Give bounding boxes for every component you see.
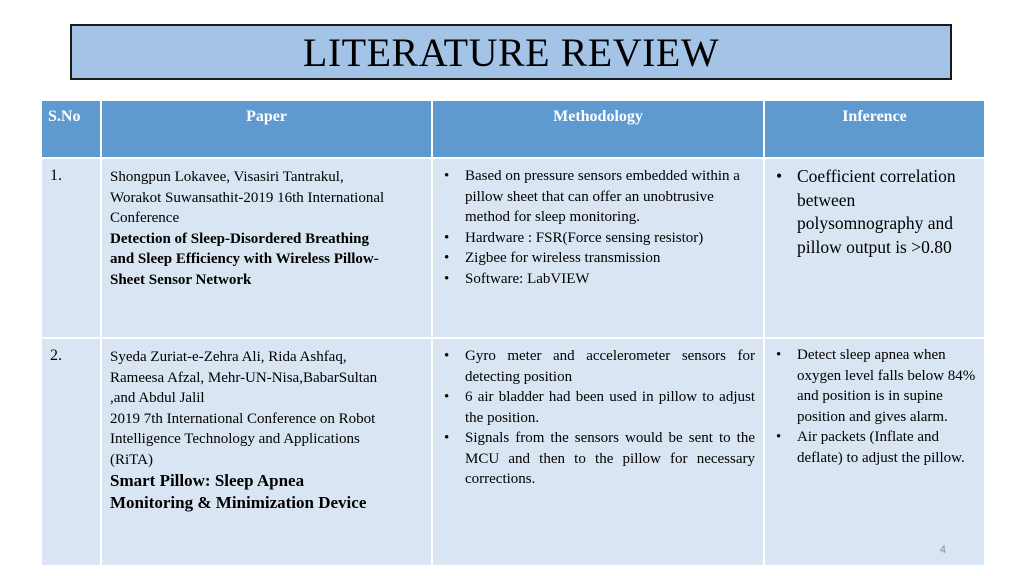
paper-author-line: Shongpun Lokavee, Visasiri Tantrakul, (110, 169, 344, 185)
inference-item: • Coefficient correlation between polysomnography and pillow output is >0.80 (773, 165, 976, 259)
paper-author-line: Worakot Suwansathit-2019 16th International (110, 189, 385, 206)
methodology-item: • Software: LabVIEW (441, 269, 755, 290)
paper-author-line: Rameesa Afzal, Mehr-UN-Nisa,BabarSultan (110, 369, 378, 386)
inference-cell (764, 338, 985, 566)
paper-cell (101, 338, 432, 566)
paper-cell (101, 158, 432, 338)
methodology-list (441, 346, 755, 490)
paper-venue-line: Conference (110, 210, 180, 226)
row-sno: 2. (41, 338, 101, 566)
methodology-cell (432, 158, 764, 338)
methodology-item: • Zigbee for wireless transmission (441, 248, 755, 269)
literature-table (40, 99, 986, 567)
methodology-item: • Based on pressure sensors embedded within a pillow sheet that can offer an unobtrusive method for sleep monitoring. (441, 166, 755, 228)
paper-venue-line: Intelligence Technology and Applications (110, 431, 360, 447)
methodology-list (441, 166, 755, 289)
inference-list (773, 345, 976, 468)
paper-title-line: Detection of Sleep-Disordered Breathing (110, 230, 369, 247)
paper-venue-line: (RiTA) (110, 451, 153, 468)
paper-title-line: Smart Pillow: Sleep Apnea (110, 471, 305, 490)
paper-venue-line: 2019 7th International Conference on Robot (110, 410, 376, 427)
paper-title-line: Monitoring & Minimization Device (110, 493, 367, 512)
inference-item: • Detect sleep apnea when oxygen level falls below 84% and position is in supine position and gives alarm. (773, 345, 976, 427)
methodology-item: • Hardware : FSR(Force sensing resistor) (441, 228, 755, 249)
methodology-item: • 6 air bladder had been used in pillow to adjust the position. (441, 387, 755, 428)
table-header-row (41, 100, 985, 158)
methodology-item: • Signals from the sensors would be sent to the MCU and then to the pillow for necessary corrections. (441, 428, 755, 490)
slide-title: LITERATURE REVIEW (302, 29, 720, 75)
inference-cell (764, 158, 985, 338)
header-inference: Inference (764, 100, 985, 158)
table-row (41, 338, 985, 566)
table-row (41, 158, 985, 338)
paper-author-line: Syeda Zuriat-e-Zehra Ali, Rida Ashfaq, (110, 349, 347, 365)
paper-author-line: ,and Abdul Jalil (110, 390, 205, 406)
methodology-item: • Gyro meter and accelerometer sensors for detecting position (441, 346, 755, 387)
row-sno: 1. (41, 158, 101, 338)
header-sno: S.No (41, 100, 101, 158)
inference-list (773, 165, 976, 259)
paper-title-line: and Sleep Efficiency with Wireless Pillow- (110, 251, 379, 267)
paper-title-line: Sheet Sensor Network (110, 271, 252, 288)
slide-title-banner (70, 24, 952, 80)
page-number: 4 (939, 544, 946, 556)
inference-item: • Air packets (Inflate and deflate) to adjust the pillow. (773, 427, 976, 468)
header-methodology: Methodology (432, 100, 764, 158)
header-paper: Paper (101, 100, 432, 158)
methodology-cell (432, 338, 764, 566)
